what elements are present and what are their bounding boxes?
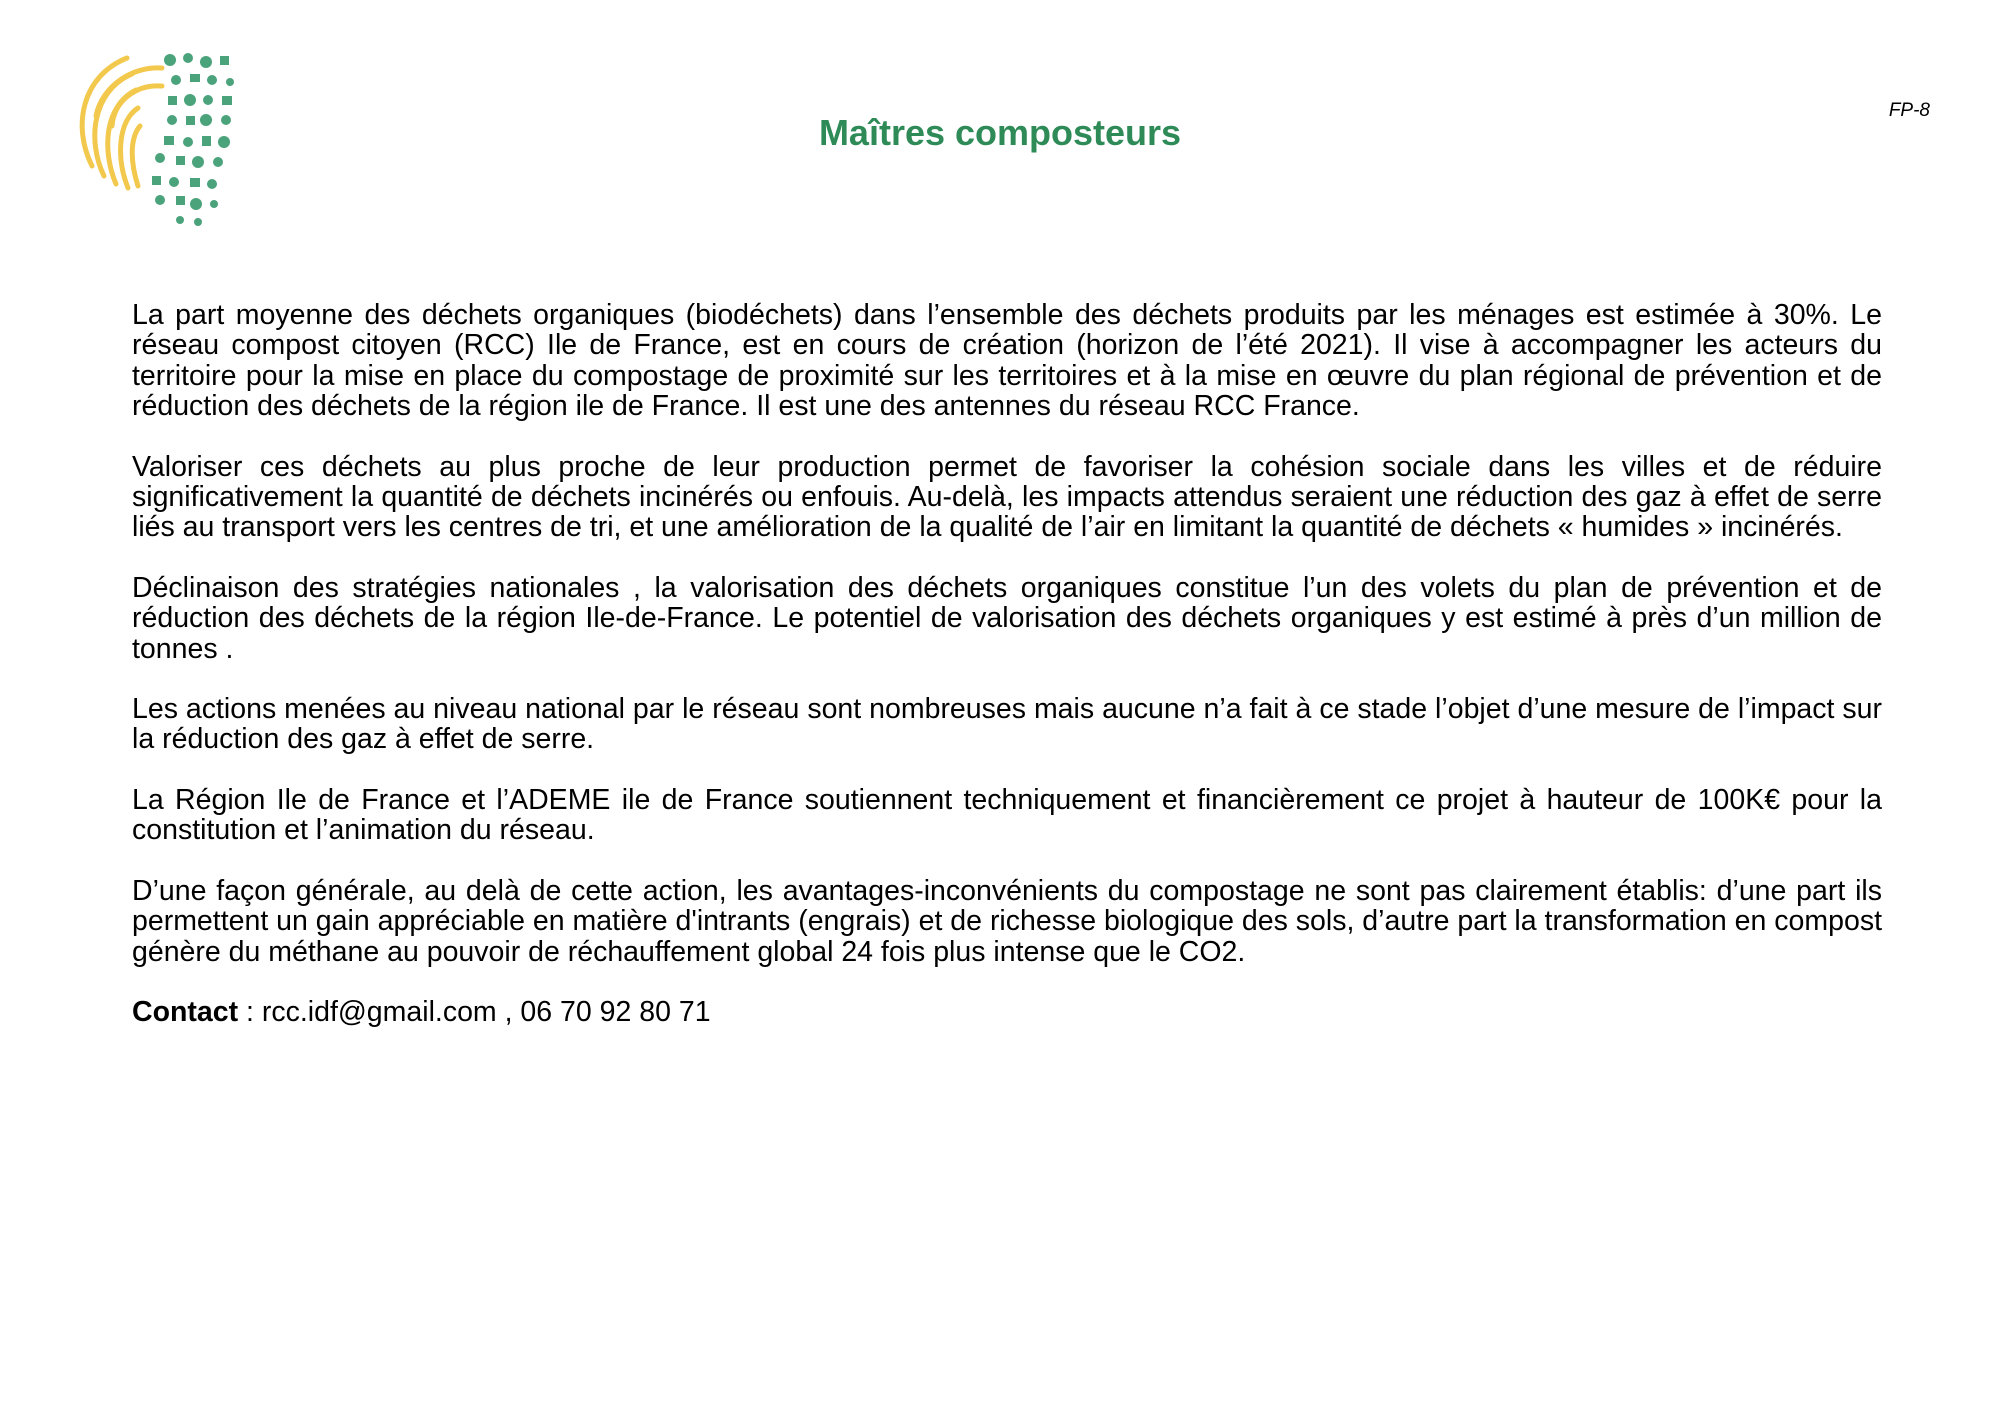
- paragraph-funding: La Région Ile de France et l’ADEME ile de France soutiennent techniquement et financièrement ce projet à hauteur de 100K€ pour la constitution et l’animation du réseau.: [132, 783, 1882, 847]
- contact-line: [132, 997, 1882, 1027]
- paragraph-actions: Les actions menées au niveau national par le réseau sont nombreuses mais aucune n’a fait à ce stade l’objet d’une mesure de l’impact sur la réduction des gaz à effet de serre.: [132, 693, 1882, 756]
- page-title: Maîtres composteurs: [818, 112, 1182, 153]
- document-body: [132, 300, 1882, 1027]
- contact-value: rcc.idf@gmail.com , 06 70 92 80 71: [261, 995, 711, 1028]
- paragraph-strategy: Déclinaison des stratégies nationales , la valorisation des déchets organiques constitue l’un des volets du plan de prévention et de réduction des déchets de la région Ile-de-France. Le potentiel de valorisation des déchets organiques y est estimé à près d’un million de tonnes .: [132, 571, 1882, 665]
- paragraph-benefits: Valoriser ces déchets au plus proche de leur production permet de favoriser la cohésion sociale dans les villes et de réduire significativement la quantité de déchets incinérés ou enfouis. Au-delà, les impacts attendus seraient une réduction des gaz à effet de serre liés au transport vers les centres de tri, et une amélioration de la qualité de l’air en limitant la quantité de déchets « humides » incinérés.: [132, 450, 1882, 544]
- contact-separator: :: [238, 995, 262, 1028]
- contact-label: Contact: [132, 995, 239, 1028]
- paragraph-intro: La part moyenne des déchets organiques (biodéchets) dans l’ensemble des déchets produits par les ménages est estimée à 30%. Le réseau compost citoyen (RCC) Ile de France, est en cours de création (horizon de l’été 2021). Il vise à accompagner les acteurs du territoire pour la mise en place du compostage de proximité sur les territoires et à la mise en œuvre du plan régional de prévention et de réduction des déchets de la région ile de France. Il est une des antennes du réseau RCC France.: [132, 299, 1882, 423]
- paragraph-tradeoffs: D’une façon générale, au delà de cette action, les avantages-inconvénients du compostage ne sont pas clairement établis: d’une part ils permettent un gain appréciable en matière d'intrants (engrais) et de richesse biologique des sols, d’autre part la transformation en compost génère du méthane au pouvoir de réchauffement global 24 fois plus intense que le CO2.: [132, 874, 1882, 968]
- page-code: FP-8: [1888, 100, 1930, 121]
